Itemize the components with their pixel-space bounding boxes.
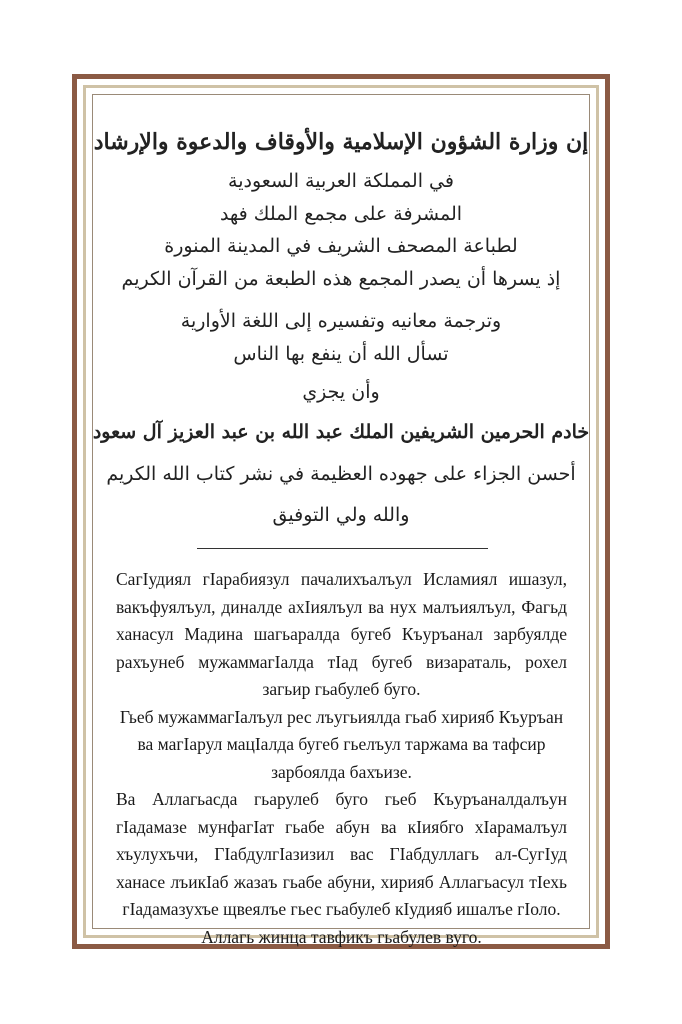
arabic-line-2: في المملكة العربية السعودية [228, 170, 454, 192]
avar-paragraph-2: Гьеб мужаммагIалъул рес лъугьиялда гьаб хирияб Къуръан ва магIарул мацIалда бугеб гьелъул таржама ва тафсир зарбоялда бахъизе. [119, 706, 564, 782]
avar-paragraph-1: СагIудиял гIарабиязул пачалихъалъул Исламиял ишазул, вакъфуялъул, диналде ахIиялъул ва нух малъиялъул, Фагьд ханасул Мадина шагьаралда бугеб Къуръанал зарбуялде рахъунеб мужаммагIалда тIад бугеб визараталь, рохел загьир гьабулеб буго. [116, 569, 567, 699]
arabic-line-10: أحسن الجزاء على جهوده العظيمة في نشر كتاب الله الكريم [106, 463, 576, 485]
arabic-line-4: لطباعة المصحف الشريف في المدينة المنورة [164, 235, 518, 257]
avar-text-block [116, 566, 567, 951]
arabic-line-3: المشرفة على مجمع الملك فهد [219, 203, 463, 225]
arabic-line-11: والله ولي التوفيق [272, 504, 410, 526]
section-divider [197, 548, 488, 549]
arabic-line-5: إذ يسرها أن يصدر المجمع هذه الطبعة من القرآن الكريم [121, 268, 561, 290]
arabic-line-8: وأن يجزي [302, 381, 380, 403]
arabic-line-9: خادم الحرمين الشريفين الملك عبد الله بن عبد العزيز آل سعود [92, 421, 590, 443]
arabic-line-1: إن وزارة الشؤون الإسلامية والأوقاف والدعوة والإرشاد [93, 129, 589, 155]
arabic-line-6: وترجمة معانيه وتفسيره إلى اللغة الأوارية [180, 310, 502, 332]
avar-paragraph-4: Аллагь жинца тавфикъ гьабулев вуго. [201, 926, 482, 947]
arabic-line-7: تسأل الله أن ينفع بها الناس [233, 343, 449, 365]
avar-paragraph-3: Ва Аллагьасда гьарулеб буго гьеб Къуръаналдалъун гIадамазе мунфагIат гьабе абун ва кIиябго хIарамалъул хъулухъчи, ГIабдулгIазизил вас ГIабдуллагь ал-СугIуд ханасе лъикIаб жазаъ гьабе абуни, хирияб Аллагьасул тIехь гIадамазухъе щвеялъе гьес гьабулеб кIудияб ишалъе гIоло. [116, 789, 567, 919]
